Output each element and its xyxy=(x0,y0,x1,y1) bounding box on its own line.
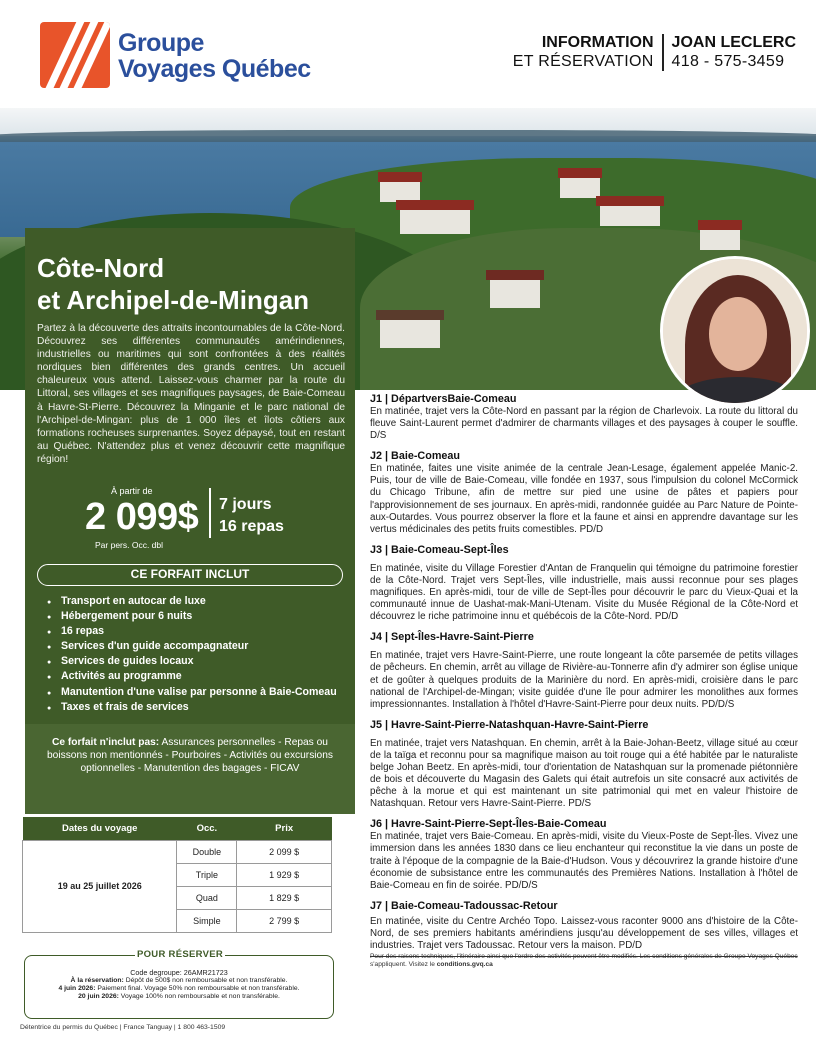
included-heading: CE FORFAIT INCLUT xyxy=(37,564,343,586)
occupancy-cell: Double xyxy=(177,840,237,863)
price-cell: 2 799 $ xyxy=(237,909,332,932)
day-text: En matinée, trajet vers la Côte-Nord en passant par la région de Charlevoix. La route du littoral du fleuve Saint-Laurent permet d'admirer de charmants villages et des paysages à couper le souffle. D/S xyxy=(370,406,798,442)
group-code: Code degroupe: 26AMR21723 xyxy=(130,968,228,977)
day-title: J6 | Havre-Saint-Pierre-Sept-Îles-Baie-Comeau xyxy=(370,818,607,831)
contact-info xyxy=(513,34,796,71)
terms-disclaimer: Pour des raisons techniques, l'itinéraire ainsi que l'ordre des activités peuvent être modifiés. Les conditions générales de Groupe Voyages Québec s'appliquent. Visitez le conditions.gvq.ca xyxy=(370,953,798,969)
list-item: ● Hébergement pour 6 nuits xyxy=(47,609,337,624)
info-label: INFORMATION xyxy=(541,34,654,51)
permit-footer: Détentrice du permis du Québec | France Tanguay | 1 800 463-1509 xyxy=(20,1024,226,1031)
logo-mark-icon xyxy=(40,22,110,88)
itinerary-day xyxy=(370,392,798,442)
list-item: ● Services de guides locaux xyxy=(47,654,337,669)
list-item: ● 16 repas xyxy=(47,624,337,639)
conditions-link[interactable]: conditions.gvq.ca xyxy=(436,961,493,969)
day-text: En matinée, trajet vers Havre-Saint-Pierre, une route longeant la côte parsemée de petits villages de pêcheurs. En chemin, arrêt au village de Rivière-au-Tonnerre afin d'y admirer son église unique et de goûter à quelques produits de la Marinière du nord. En après-midi, croisière dans le parc national de l'Archipel-de-Mingan; visite guidée d'une île pour admirer les monolithes aux formes impressionnantes. Installation à l'hôtel d'Havre-Saint-Pierre pour deux nuits. PD/D/S xyxy=(370,650,798,710)
price-cell: 2 099 $ xyxy=(237,840,332,863)
price-cell: 1 829 $ xyxy=(237,886,332,909)
intro-panel xyxy=(25,228,355,814)
excluded-text: Ce forfait n'inclut pas: Assurances personnelles - Repas ou boissons non mentionnés - Pourboires - Activités ou excursions optionnelles - Manutention des bagages - FICAV xyxy=(47,737,333,775)
reservation-label: ET RÉSERVATION xyxy=(512,53,654,70)
table-row xyxy=(23,840,332,863)
day-text: En matinée, trajet vers Natashquan. En chemin, arrêt à la Baie-Johan-Beetz, village situé au cœur de la taïga et reconnu pour sa magnifique maison au toit rouge qui a été habitée par le naturaliste belge Johan Beetz. En après-midi, tour d'orientation de Natashquan sur la promenade piétonnière de bois et découverte du Magasin des Galets qui était autrefois un site consacré aux activités de pêche à la morue et qui est maintenant un site patrimonial qui met en valeur l'histoire de Natashquan. Retour vers Havre-Saint-Pierre. PD/S xyxy=(370,737,798,810)
table-header: Prix xyxy=(237,817,332,840)
day-title: J5 | Havre-Saint-Pierre-Natashquan-Havre-Saint-Pierre xyxy=(370,718,649,731)
trip-title: Côte-Nord et Archipel-de-Mingan xyxy=(37,253,310,315)
price-table xyxy=(22,817,332,933)
occupancy-cell: Triple xyxy=(177,863,237,886)
company-logo xyxy=(40,20,330,90)
contact-phone[interactable]: 418 - 575-3459 xyxy=(671,53,785,70)
day-title: J1 | DépartversBaie-Comeau xyxy=(370,393,517,405)
excluded-box xyxy=(25,724,355,814)
itinerary xyxy=(370,392,798,976)
itinerary-day xyxy=(370,899,798,969)
occupancy-cell: Simple xyxy=(177,909,237,932)
day-text: En matinée, visite du Centre Archéo Topo. Laissez-vous raconter 9000 ans d'histoire de la Côte-Nord, de ses premiers habitants amérindiens jusqu'au développement de ses villes, villages et industries. Trajet vers Tadoussac. Retour vers la maison. PD/D xyxy=(370,915,798,951)
day-title: J2 | Baie-Comeau xyxy=(370,450,461,463)
list-item: ● Activités au programme xyxy=(47,669,337,684)
price-cell: 1 929 $ xyxy=(237,863,332,886)
day-title: J4 | Sept-Îles-Havre-Saint-Pierre xyxy=(370,631,534,644)
table-header: Occ. xyxy=(177,817,237,840)
itinerary-day xyxy=(370,543,798,623)
price-note: Par pers. Occ. dbl xyxy=(95,540,164,550)
day-title: J3 | Baie-Comeau-Sept-Îles xyxy=(370,543,509,556)
included-list xyxy=(47,594,337,715)
reservation-title: POUR RÉSERVER xyxy=(136,949,224,960)
intro-text: Partez à la découverte des attraits incontournables de la Côte-Nord. Découvrez ses différentes communautés amérindiennes, industrielles ou maritimes qui sont confrontées à des réalités nordiques bien différentes des grands centres. Un accueil chaleureux vous attend. Laissez-vous charmer par la route du Littoral, ses villages et ses magnifiques paysages, de Baie-Comeau à Havre-St-Pierre. Découvrez la Minganie et le parc national de l'Archipel-de-Mingan: plus de 1 000 îles et îlots côtiers aux formations rocheuses surprenantes. Soyez dépaysé, tout en restant au Québec. N'attendez plus et venez découvrir cette magnifique région! xyxy=(37,323,345,465)
trip-duration: 7 jours 16 repas xyxy=(219,496,284,535)
itinerary-day xyxy=(370,817,798,891)
page-header xyxy=(0,0,816,108)
itinerary-day xyxy=(370,449,798,536)
price-from-label: À partir de xyxy=(111,486,153,496)
occupancy-cell: Quad xyxy=(177,886,237,909)
logo-wordmark: Groupe Voyages Québec xyxy=(118,29,311,83)
list-item: ● Services d'un guide accompagnateur xyxy=(47,639,337,654)
price-block xyxy=(85,486,345,556)
itinerary-day xyxy=(370,630,798,710)
reservation-box xyxy=(24,949,334,1019)
price-amount: 2 099$ xyxy=(85,496,199,538)
nonrefundable-line: 20 juin 2026: Voyage 100% non remboursable et non transférable. xyxy=(78,993,280,1001)
agent-portrait xyxy=(660,256,810,406)
day-title: J7 | Baie-Comeau-Tadoussac-Retour xyxy=(370,899,558,912)
list-item: ● Manutention d'une valise par personne à Baie-Comeau xyxy=(47,685,337,700)
final-payment-line: 4 juin 2026: Paiement final. Voyage 50% non remboursable et non transférable. xyxy=(58,985,300,993)
deposit-line: À la réservation: Dépôt de 500$ non remboursable et non transférable. xyxy=(70,977,288,984)
trip-date: 19 au 25 juillet 2026 xyxy=(23,840,177,932)
list-item: ● Transport en autocar de luxe xyxy=(47,594,337,609)
table-header: Dates du voyage xyxy=(23,817,177,840)
itinerary-day xyxy=(370,718,798,811)
day-text: En matinée, faites une visite animée de la centrale Jean-Lesage, également appelée Manic-2. Puis, tour de ville de Baie-Comeau, ville fondée en 1937, sous l'impulsion du colonel McCormick du Chicago Tribune, afin de mettre sur pied une usine de pâtes et papiers pour l'approvisionnement de ses journaux. En après-midi, randonnée guidée au Parc Nature de Pointe-aux-Outardes. Vous pourrez observer la flore et la faune et ainsi en apprendre davantage sur les vertus médicinales des petits fruits comestibles. PD/D xyxy=(370,463,798,535)
list-item: ● Taxes et frais de services xyxy=(47,700,337,715)
contact-name: JOAN LECLERC xyxy=(671,34,796,51)
day-text: En matinée, trajet vers Baie-Comeau. En après-midi, visite du Vieux-Poste de Sept-Îles. Vivez une immersion dans les années 1830 dans ce lieu enchanteur qui reconstitue la vie dans un poste de traite à l'époque de la compagnie de la Baie-d'Hudson. Vous y découvrirez la grande histoire d'une économie de subsistance entre les communautés des Premières Nations. Installation à l'hôtel de Baie-Comeau en fin de soirée. PD/D/S xyxy=(370,831,798,891)
day-text: En matinée, visite du Village Forestier d'Antan de Franquelin qui témoigne du patrimoine forestier de la Côte-Nord. Trajet vers Sept-Îles, ville industrielle, mais aussi reconnue pour ses plages magnifiques. En après-midi, tour de ville de Sept-Îles pour découvrir le parc du Vieux-Quai et la communauté innue de Uashat-mak-Mani-Utenam. Visite du Musée Régional de la Côte-Nord et découvrez le riche patrimoine innu et québécois de la Côte-Nord. PD/D xyxy=(370,562,798,623)
